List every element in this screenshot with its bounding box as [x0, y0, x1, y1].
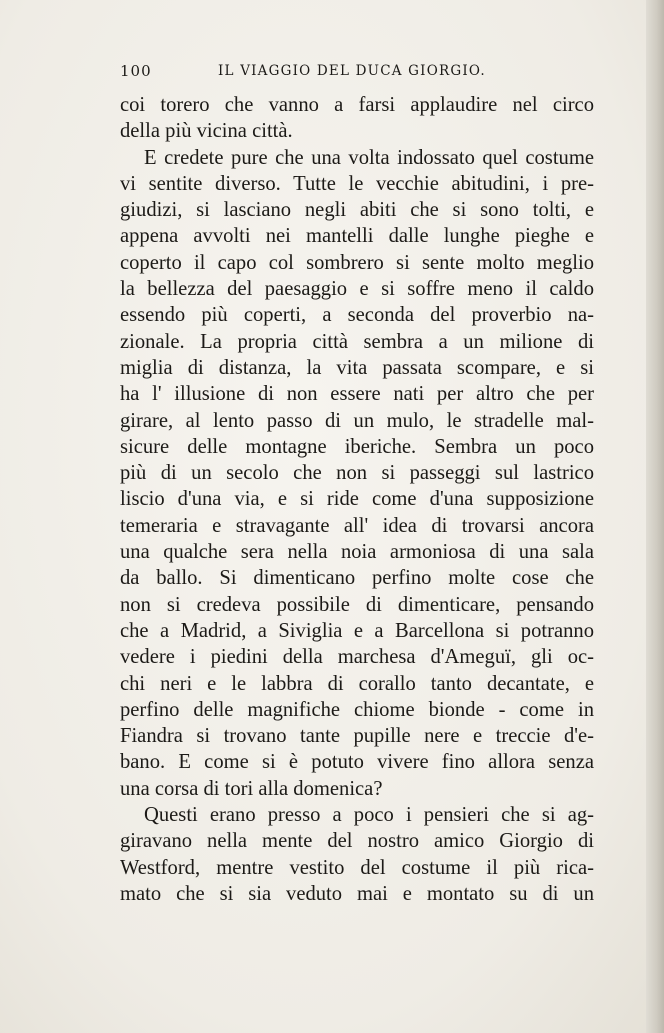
paragraph-start-line: E credete pure che una volta indossato quel costume: [144, 146, 594, 169]
text-line: coperto il capo col sombrero si sente molto meglio: [120, 251, 594, 274]
text-line: giravano nella mente del nostro amico Giorgio di: [120, 830, 594, 853]
page-number: 100: [120, 62, 152, 80]
text-line: essendo più coperti, a seconda del proverbio na-: [120, 304, 594, 327]
text-line: da ballo. Si dimenticano perfino molte cose che: [120, 567, 594, 590]
text-line: Westford, mentre vestito del costume il più rica-: [120, 856, 594, 879]
text-line: coi torero che vanno a farsi applaudire nel circo: [120, 94, 594, 116]
text-line: che a Madrid, a Siviglia e a Barcellona si potranno: [120, 619, 594, 642]
text-line: mato che si sia veduto mai e montato su di un: [120, 882, 594, 905]
text-line: giudizi, si lasciano negli abiti che si sono tolti, e: [120, 199, 594, 222]
text-line: perfino delle magnifiche chiome bionde - come in: [120, 698, 594, 721]
body-text: [120, 92, 594, 907]
text-line: ha l' illusione di non essere nati per altro che per: [120, 383, 594, 406]
text-line: una corsa di tori alla domenica?: [120, 777, 383, 800]
text-line: più di un secolo che non si passeggi sul lastrico: [120, 462, 594, 485]
text-line: la bellezza del paesaggio e si soffre meno il caldo: [120, 278, 594, 301]
text-line: Fiandra si trovano tante pupille nere e treccie d'e-: [120, 725, 594, 748]
text-line: temeraria e stravagante all' idea di trovarsi ancora: [120, 514, 594, 537]
text-line: chi neri e le labbra di corallo tanto decantate, e: [120, 672, 594, 695]
text-line: vi sentite diverso. Tutte le vecchie abitudini, i pre-: [120, 172, 594, 195]
running-header: [120, 62, 600, 88]
text-line: sicure delle montagne iberiche. Sembra un poco: [120, 435, 594, 458]
text-line: della più vicina città.: [120, 120, 293, 143]
text-line: appena avvolti nei mantelli dalle lunghe pieghe e: [120, 225, 594, 248]
running-title: IL VIAGGIO DEL DUCA GIORGIO.: [218, 63, 486, 79]
text-line: una qualche sera nella noia armoniosa di una sala: [120, 541, 594, 564]
text-line: miglia di distanza, la vita passata scompare, e si: [120, 356, 594, 379]
text-line: bano. E come si è potuto vivere fino allora senza: [120, 751, 594, 774]
text-line: vedere i piedini della marchesa d'Ameguï, gli oc-: [120, 646, 594, 669]
page-edge-shadow: [646, 0, 664, 1033]
paragraph-start-line: Questi erano presso a poco i pensieri che si ag-: [144, 804, 594, 827]
text-line: liscio d'una via, e si ride come d'una supposizione: [120, 488, 594, 511]
text-line: non si credeva possibile di dimenticare, pensando: [120, 593, 594, 616]
text-line: girare, al lento passo di un mulo, le stradelle mal-: [120, 409, 594, 432]
text-line: zionale. La propria città sembra a un milione di: [120, 330, 594, 353]
